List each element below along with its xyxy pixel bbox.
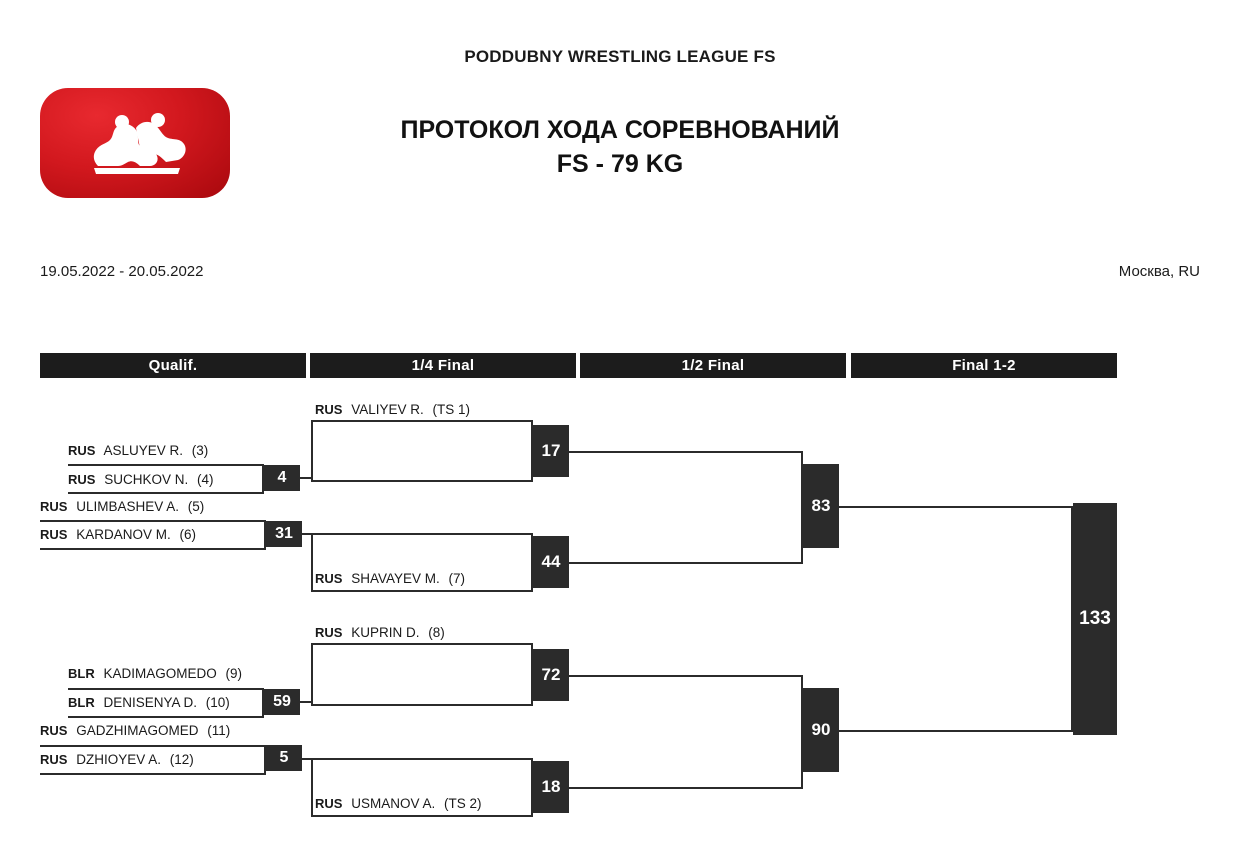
wrestler-seed: (11): [207, 723, 231, 738]
nation-code: RUS: [68, 443, 96, 458]
nation-code: BLR: [68, 666, 95, 681]
bracket-line: [569, 562, 803, 564]
wrestler-seed: (TS 1): [432, 402, 471, 417]
nation-code: RUS: [315, 571, 343, 586]
bout-number-quarter-2: 44: [533, 536, 569, 588]
wrestler-seed: (4): [197, 472, 214, 487]
bracket-line: [311, 590, 533, 592]
nation-code: RUS: [315, 402, 343, 417]
bout-number-semi-2: 90: [803, 688, 839, 772]
entrant-qualif-3-bottom: [68, 692, 230, 714]
wrestler-name: VALIYEV R.: [351, 402, 424, 417]
bracket-line: [311, 758, 533, 760]
bout-number-final: 133: [1073, 503, 1117, 735]
weight-category: FS - 79 KG: [556, 150, 684, 178]
nation-code: RUS: [40, 527, 68, 542]
wrestler-name: GADZHIMAGOMED: [76, 723, 199, 738]
entrant-qualif-2-bottom: [40, 524, 196, 546]
wrestler-name: USMANOV A.: [351, 796, 436, 811]
nation-code: BLR: [68, 695, 95, 710]
bracket-line: [311, 420, 533, 422]
nation-code: RUS: [40, 723, 68, 738]
event-dates: 19.05.2022 - 20.05.2022: [40, 263, 204, 280]
bout-number-quarter-4: 18: [533, 761, 569, 813]
round-header-quarter: 1/4 Final: [310, 353, 576, 378]
nation-code: RUS: [40, 499, 68, 514]
entrant-qualif-2-top: [40, 496, 204, 518]
bracket-line: [569, 451, 803, 453]
wrestler-seed: (5): [187, 499, 205, 514]
bracket-line: [839, 730, 1073, 732]
wrestler-seed: (3): [191, 443, 209, 458]
wrestler-name: SHAVAYEV M.: [351, 571, 440, 586]
round-header-final: Final 1-2: [851, 353, 1117, 378]
bracket-line: [311, 420, 313, 482]
wrestler-name: KUPRIN D.: [351, 625, 420, 640]
nation-code: RUS: [68, 472, 96, 487]
bracket-line: [68, 716, 264, 718]
wrestler-name: ASLUYEV R.: [103, 443, 183, 458]
bracket-line: [311, 758, 313, 817]
bout-number-quarter-1: 17: [533, 425, 569, 477]
wrestler-seed: (9): [225, 666, 243, 681]
nation-code: RUS: [315, 625, 343, 640]
wrestler-seed: (7): [448, 571, 466, 586]
bracket-line: [311, 704, 533, 706]
wrestler-seed: (8): [428, 625, 445, 640]
entrant-quarter-2: [315, 568, 465, 590]
bracket-line: [569, 675, 803, 677]
entrant-qualif-3-top: [68, 663, 242, 685]
event-place: Москва, RU: [1118, 263, 1200, 280]
round-header-semi: 1/2 Final: [580, 353, 846, 378]
wrestler-seed: (TS 2): [444, 796, 482, 811]
nation-code: RUS: [40, 752, 68, 767]
bout-number-quarter-3: 72: [533, 649, 569, 701]
entrant-quarter-1: [315, 399, 470, 421]
wrestler-name: ULIMBASHEV A.: [76, 499, 180, 514]
wrestler-name: DZHIOYEV A.: [76, 752, 161, 767]
entrant-qualif-1-top: [68, 440, 208, 462]
bracket-line: [311, 480, 533, 482]
bracket-line: [311, 643, 533, 645]
entrant-quarter-4: [315, 793, 482, 815]
entrant-qualif-4-bottom: [40, 749, 194, 771]
bracket-line: [40, 548, 266, 550]
bracket-line: [569, 787, 803, 789]
entrant-qualif-1-bottom: [68, 469, 214, 491]
wrestler-seed: (12): [169, 752, 194, 767]
wrestler-name: KADIMAGOMEDO: [103, 666, 217, 681]
bracket-line: [311, 533, 313, 592]
league-title: PODDUBNY WRESTLING LEAGUE FS: [464, 47, 776, 66]
bracket-line: [40, 745, 266, 747]
bout-number-qualif-1: 4: [264, 465, 300, 491]
bout-number-qualif-3: 59: [264, 689, 300, 715]
bout-number-qualif-4: 5: [266, 745, 302, 771]
wrestler-name: SUCHKOV N.: [104, 472, 189, 487]
bracket-line: [40, 773, 266, 775]
bracket-line: [311, 533, 533, 535]
bracket-line: [311, 815, 533, 817]
bout-number-semi-1: 83: [803, 464, 839, 548]
page-title: [0, 113, 1240, 181]
bracket-line: [68, 464, 264, 466]
bout-number-qualif-2: 31: [266, 521, 302, 547]
bracket-line: [40, 520, 266, 522]
wrestler-name: KARDANOV M.: [76, 527, 171, 542]
bracket-line: [68, 492, 264, 494]
wrestler-seed: (6): [179, 527, 196, 542]
wrestler-seed: (10): [205, 695, 230, 710]
bracket-line: [839, 506, 1073, 508]
wrestler-name: DENISENYA D.: [103, 695, 198, 710]
entrant-qualif-4-top: [40, 720, 230, 742]
protocol-title: ПРОТОКОЛ ХОДА СОРЕВНОВАНИЙ: [400, 116, 840, 144]
bracket-line: [311, 643, 313, 706]
bracket-line: [68, 688, 264, 690]
entrant-quarter-3: [315, 622, 445, 644]
round-header-qualif: Qualif.: [40, 353, 306, 378]
nation-code: RUS: [315, 796, 343, 811]
